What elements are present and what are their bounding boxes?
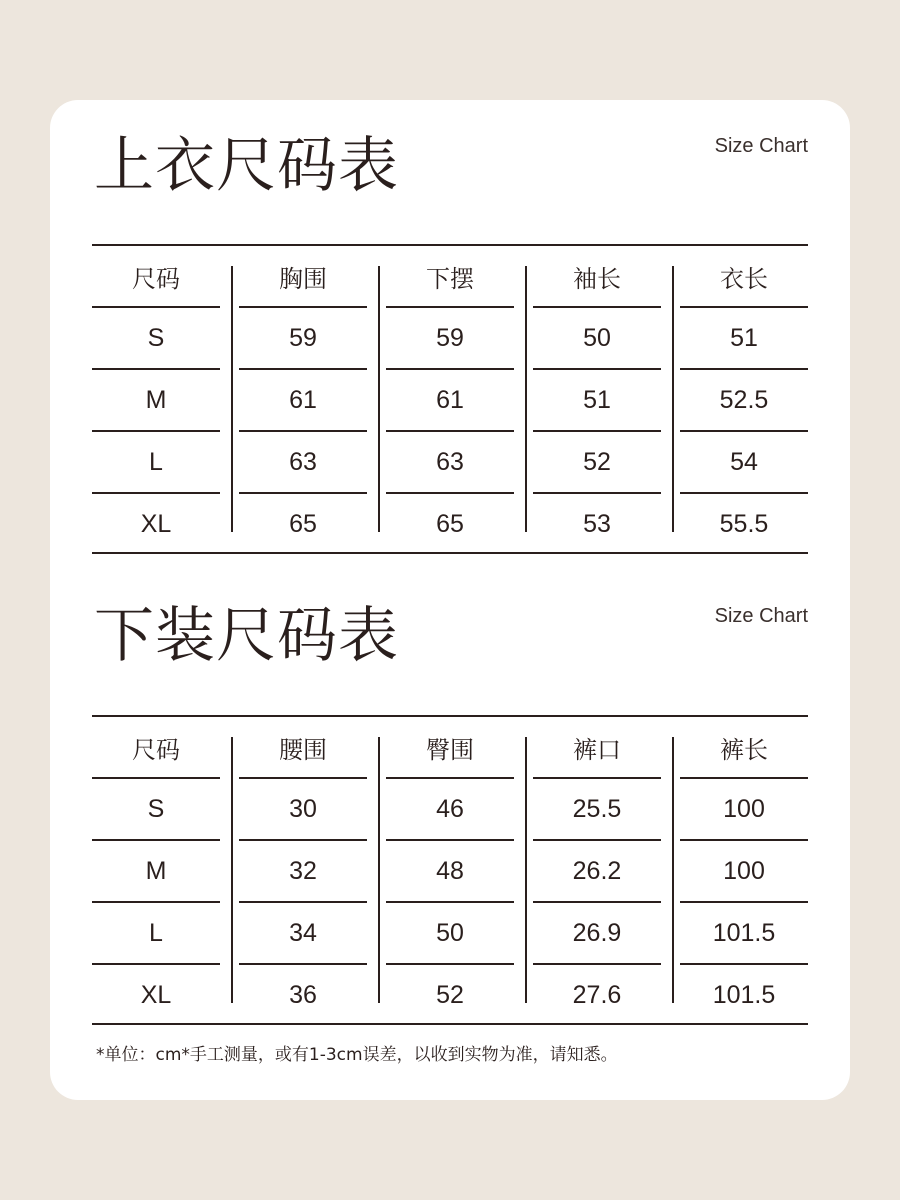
table-cell: 26.9 [533, 903, 661, 965]
table-cell: 25.5 [533, 779, 661, 841]
table-cell: 101.5 [712, 980, 776, 1009]
chest-column [239, 246, 367, 552]
bottom-size-chart-subtitle: Size Chart [714, 605, 808, 627]
top-size-chart-title: 上衣尺码表 [94, 131, 399, 201]
hip-column [386, 717, 514, 1023]
column-header: 裤长 [680, 717, 808, 779]
table-cell: 54 [680, 432, 808, 494]
table-cell: 34 [239, 903, 367, 965]
table-cell: 51 [533, 370, 661, 432]
table-cell: 48 [386, 841, 514, 903]
table-cell: 63 [239, 432, 367, 494]
table-cell: 59 [386, 308, 514, 370]
table-cell: 52 [436, 980, 464, 1009]
table-cell: 65 [289, 509, 317, 538]
top-size-table [92, 244, 808, 554]
column-header: 袖长 [533, 246, 661, 308]
table-cell: 100 [680, 779, 808, 841]
table-cell: 100 [680, 841, 808, 903]
table-cell: 63 [386, 432, 514, 494]
table-cell: 61 [239, 370, 367, 432]
waist-column [239, 717, 367, 1023]
top-size-chart-subtitle: Size Chart [714, 135, 808, 157]
hem-column [386, 246, 514, 552]
table-cell: M [92, 370, 220, 432]
table-cell: 27.6 [572, 980, 622, 1009]
table-cell: 65 [436, 509, 464, 538]
column-header: 胸围 [239, 246, 367, 308]
size-column [92, 717, 220, 1023]
table-cell: 50 [386, 903, 514, 965]
table-cell: 59 [239, 308, 367, 370]
table-cell: S [92, 779, 220, 841]
table-cell: XL [140, 509, 172, 538]
table-cell: 52 [533, 432, 661, 494]
table-cell: 26.2 [533, 841, 661, 903]
table-cell: 50 [533, 308, 661, 370]
garment-length-column [680, 246, 808, 552]
table-cell: 53 [583, 509, 611, 538]
table-cell: 30 [239, 779, 367, 841]
size-chart-card [50, 100, 850, 1100]
column-header: 臀围 [386, 717, 514, 779]
column-header: 下摆 [386, 246, 514, 308]
table-cell: 61 [386, 370, 514, 432]
table-cell: 52.5 [680, 370, 808, 432]
measurement-footnote: *单位：cm*手工测量，或有1-3cm误差，以收到实物为准，请知悉。 [96, 1045, 618, 1065]
table-cell: 55.5 [719, 509, 769, 538]
table-cell: 51 [680, 308, 808, 370]
leg-opening-column [533, 717, 661, 1023]
bottom-size-table [92, 715, 808, 1025]
size-column [92, 246, 220, 552]
pants-length-column [680, 717, 808, 1023]
sleeve-length-column [533, 246, 661, 552]
column-header: 尺码 [92, 246, 220, 308]
table-cell: L [92, 432, 220, 494]
table-cell: 32 [239, 841, 367, 903]
table-cell: XL [140, 980, 172, 1009]
table-cell: 46 [386, 779, 514, 841]
column-header: 尺码 [92, 717, 220, 779]
column-header: 衣长 [680, 246, 808, 308]
table-cell: 101.5 [680, 903, 808, 965]
table-cell: 36 [289, 980, 317, 1009]
bottom-size-chart-title: 下装尺码表 [94, 601, 399, 671]
table-cell: S [92, 308, 220, 370]
column-header: 腰围 [239, 717, 367, 779]
column-header: 裤口 [533, 717, 661, 779]
table-cell: M [92, 841, 220, 903]
table-cell: L [92, 903, 220, 965]
